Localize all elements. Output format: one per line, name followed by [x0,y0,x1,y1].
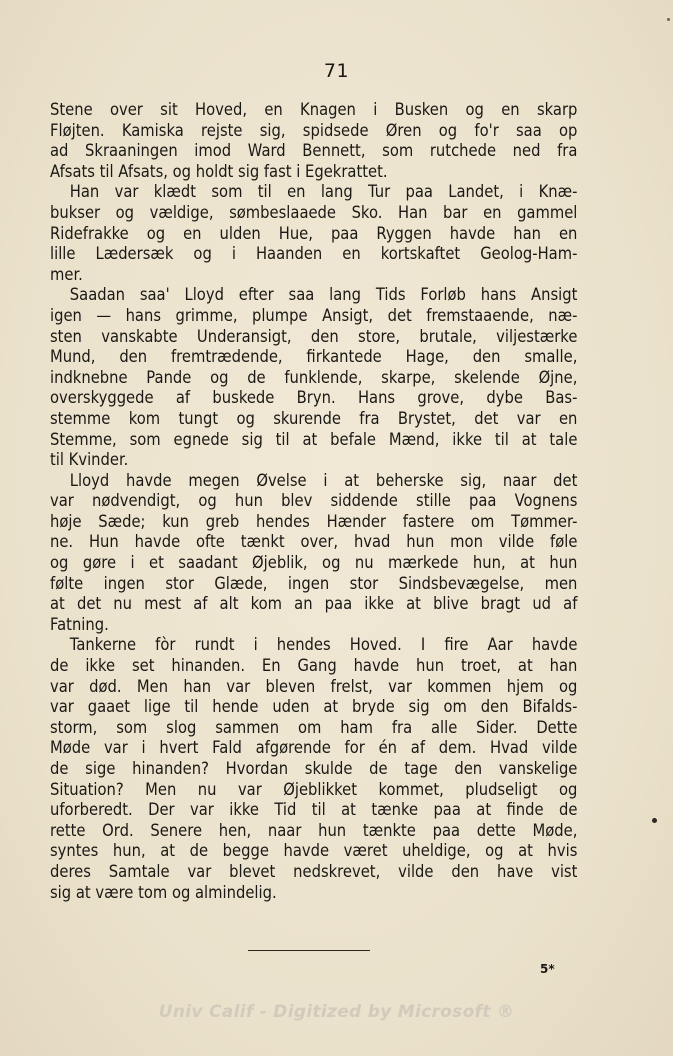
text-line: og gøre i et saadant Øjeblik, og nu mærkede hun, at hun [50,553,578,573]
paper-speck [667,18,670,21]
text-line: Stene over sit Hoved, en Knagen i Busken og en skarp [50,100,578,119]
text-line: var død. Men han var bleven frelst, var kommen hjem og [50,676,578,696]
text-line: Lloyd havde megen Øvelse i at beherske sig, naar det [69,470,578,490]
text-line: deres Samtale var blevet nedskrevet, vilde den have vist [50,861,578,881]
digitization-watermark: Univ Calif - Digitized by Microsoft ® [158,1002,515,1022]
text-line: de sige hinanden? Hvordan skulde de tage den vanskelige [50,759,578,778]
text-line: uforberedt. Der var ikke Tid til at tænke paa at finde de [50,800,578,820]
text-line: syntes hun, at de begge havde været uheldige, og at hvis [50,841,578,861]
text-line: sten vanskabte Underansigt, den store, brutale, viljestærke [50,326,578,346]
text-line: Fløjten. Kamiska rejste sig, spidsede Øren og fo'r saa op [50,120,578,140]
text-line: Han var klædt som til en lang Tur paa Landet, i Knæ- [69,182,578,202]
text-line: Stemme, som egnede sig til at befale Mænd, ikke til at tale [50,429,578,449]
text-line: mer. [50,264,83,284]
text-line: rette Ord. Senere hen, naar hun tænkte paa dette Møde, [50,820,578,840]
text-line: høje Sæde; kun greb hendes Hænder fastere om Tømmer- [50,511,578,531]
text-line: Møde var i hvert Fald afgørende for én af dem. Hvad vilde [50,738,578,758]
text-line: Fatning. [50,614,109,634]
text-line: indknebne Pande og de funklende, skarpe, skelende Øjne, [50,367,578,387]
text-line: Saadan saa' Lloyd efter saa lang Tids Forløb hans Ansigt [69,285,578,305]
text-line: ad Skraaningen imod Ward Bennett, som rutchede ned fra [50,141,578,161]
body-text [50,100,578,903]
text-line: Tankerne fòr rundt i hendes Hoved. I fire Aar havde [69,635,578,655]
page-number: 71 [323,60,350,82]
ink-speck [652,818,657,823]
signature-mark: 5* [540,962,555,976]
horizontal-rule [248,950,370,951]
text-line: Situation? Men nu var Øjeblikket kommet, pludseligt og [50,779,578,799]
text-line: de ikke set hinanden. En Gang havde hun troet, at han [50,656,578,676]
text-line: igen — hans grimme, plumpe Ansigt, det fremstaaende, næ- [50,305,578,325]
text-line: at det nu mest af alt kom an paa ikke at blive bragt ud af [50,594,578,614]
text-line: ne. Hun havde ofte tænkt over, hvad hun mon vilde føle [50,532,578,552]
text-line: bukser og vældige, sømbeslaaede Sko. Han bar en gammel [50,202,578,222]
text-line: overskyggede af buskede Bryn. Hans grove, dybe Bas- [50,388,578,408]
text-line: lille Lædersæk og i Haanden en kortskaftet Geolog-Ham- [50,244,578,264]
text-line: storm, som slog sammen om ham fra alle Sider. Dette [50,717,578,737]
text-line: Mund, den fremtrædende, firkantede Hage, den smalle, [50,347,578,367]
text-line: var nødvendigt, og hun blev siddende stille paa Vognens [50,491,578,511]
text-line: til Kvinder. [50,450,129,470]
text-line: var gaaet lige til hende uden at bryde sig om den Bifalds- [50,697,578,717]
text-line: Afsats til Afsats, og holdt sig fast i Egekrattet. [50,161,388,181]
text-line: stemme kom tungt og skurende fra Brystet, det var en [50,408,578,428]
text-line: sig at være tom og almindelig. [50,882,277,902]
text-line: Ridefrakke og en ulden Hue, paa Ryggen havde han en [50,223,578,243]
text-line: følte ingen stor Glæde, ingen stor Sindsbevægelse, men [50,573,578,593]
